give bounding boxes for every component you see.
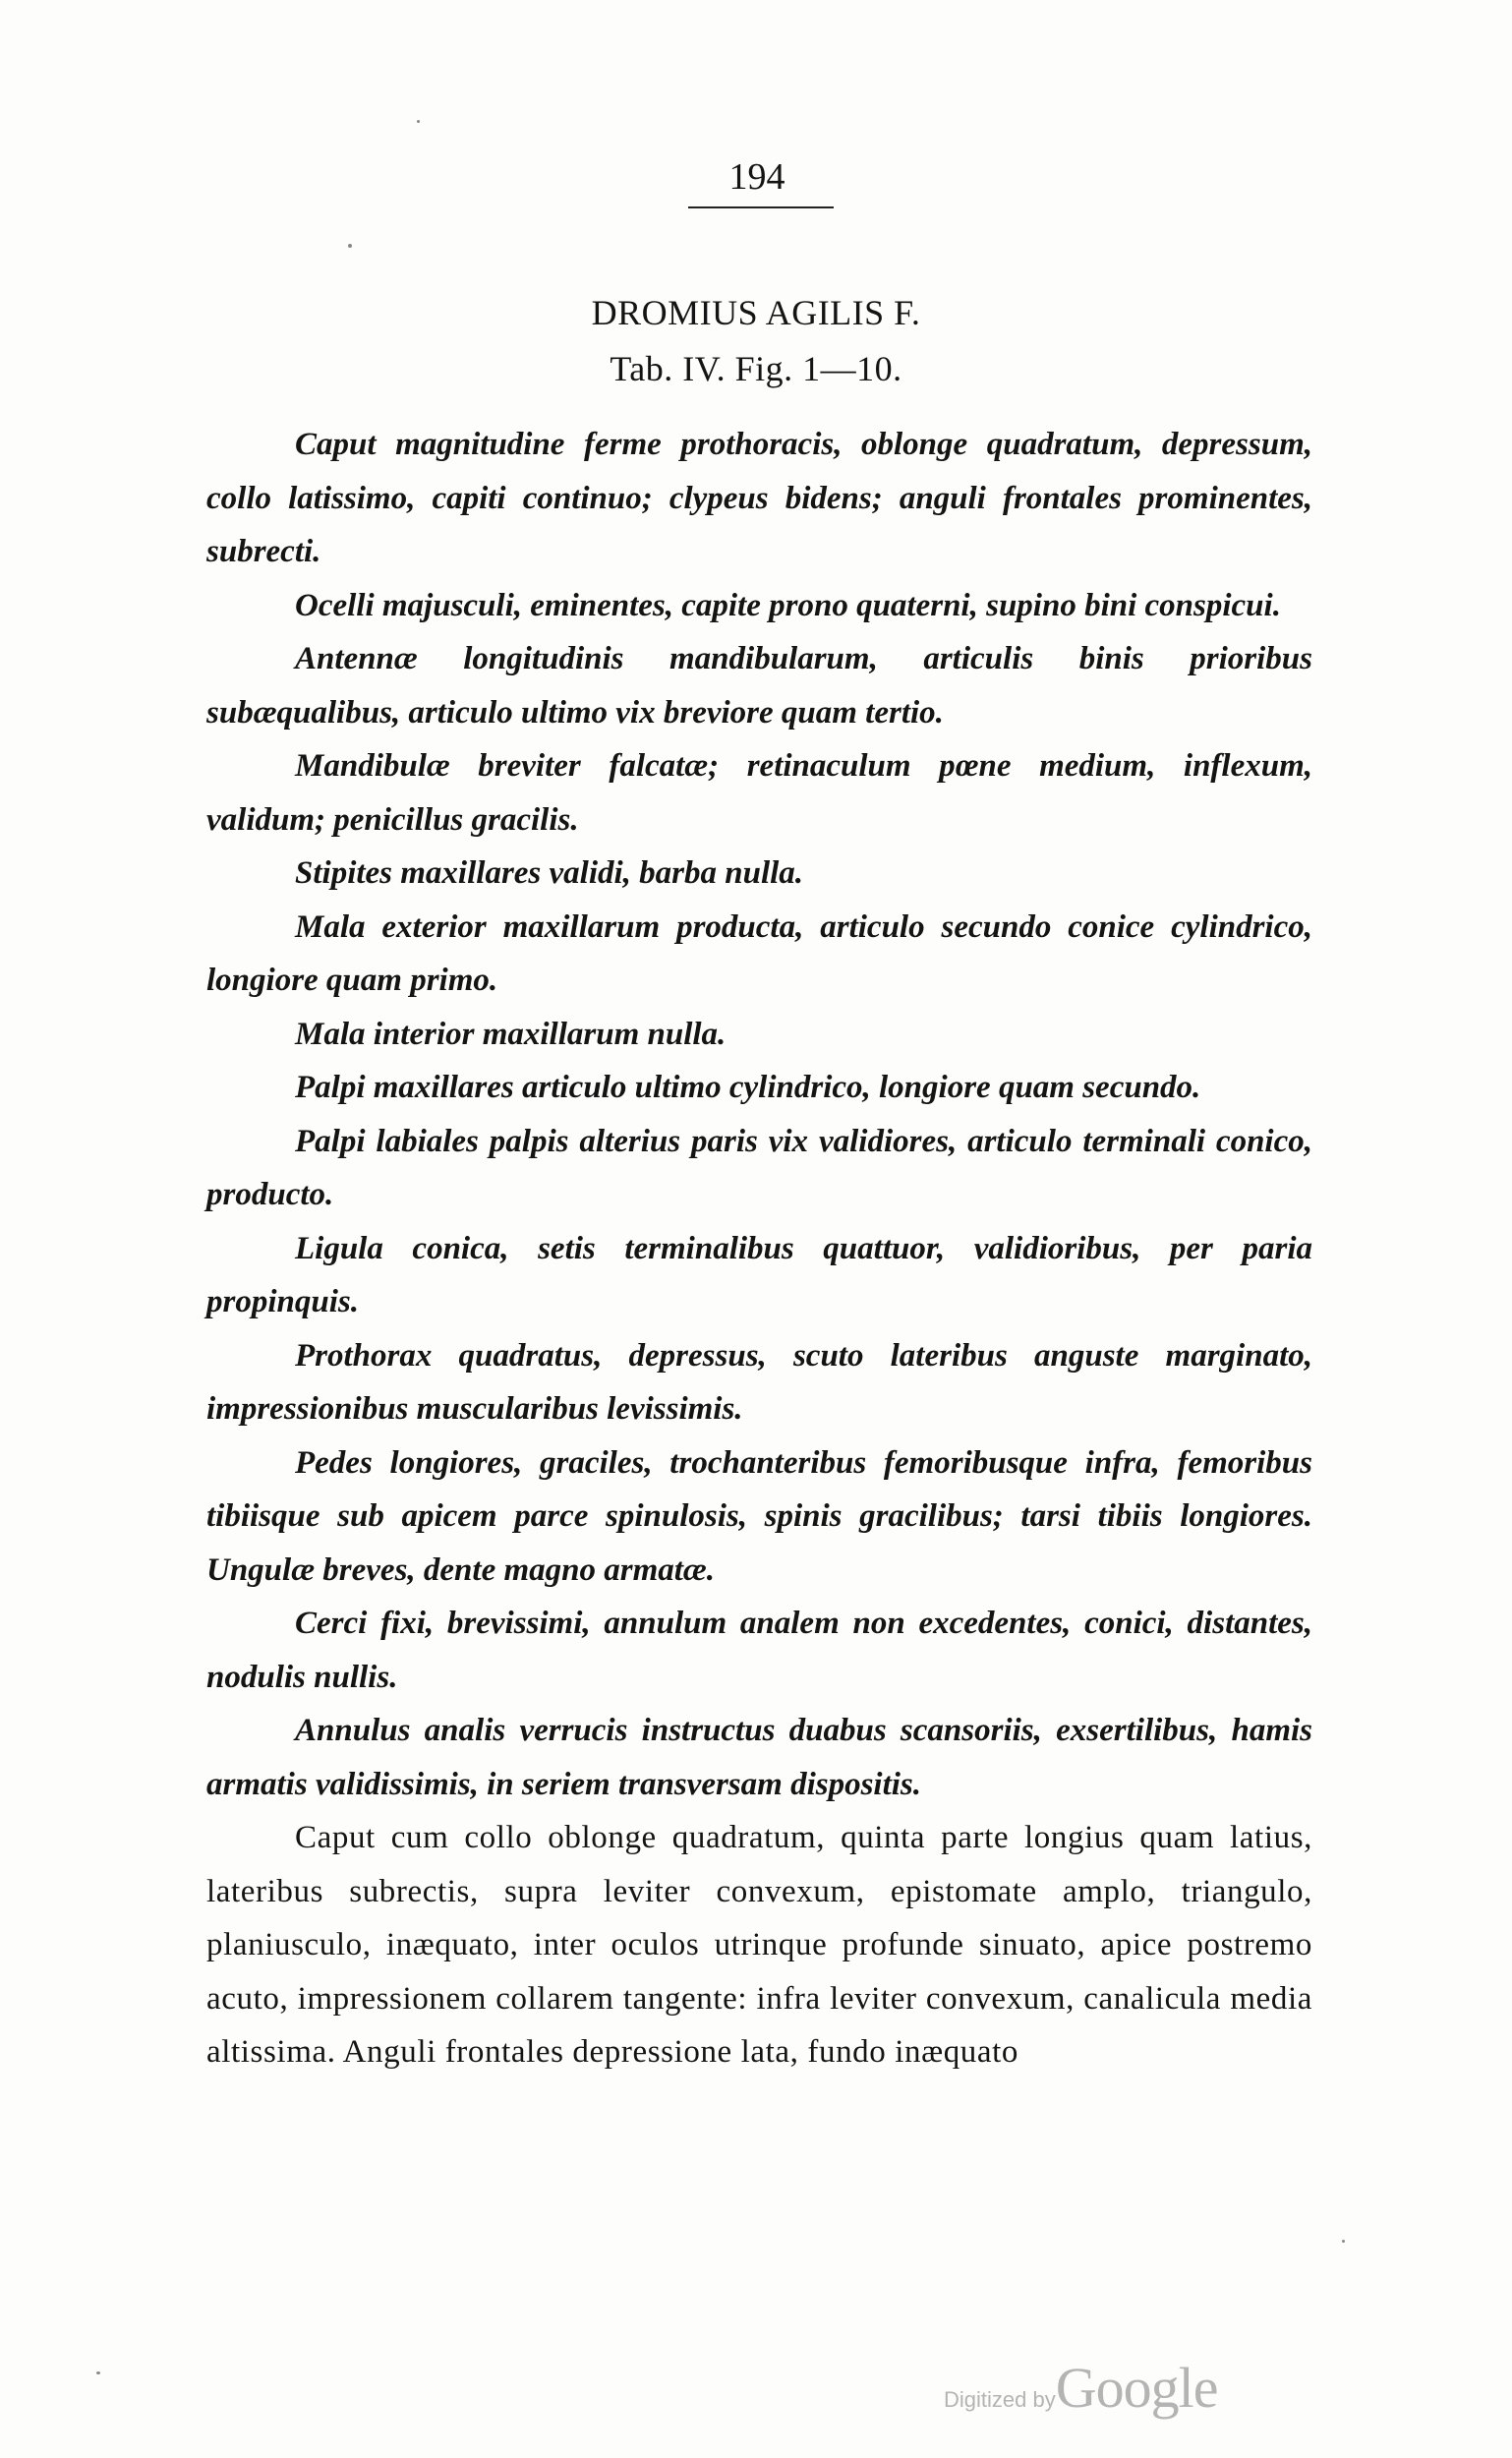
- diagnosis-paragraph: Stipites maxillares validi, barba nulla.: [295, 855, 804, 891]
- digitized-watermark: [944, 2355, 1217, 2421]
- diagnosis-paragraph: Palpi maxillares articulo ultimo cylindrico, longiore quam secundo.: [295, 1070, 1201, 1105]
- body-text: [206, 418, 1312, 2079]
- diagnosis-paragraph: Prothorax quadratus, depressus, scuto lateribus anguste marginato, impressionibus muscularibus levissimis.: [206, 1337, 1312, 1427]
- google-logo: Google: [1055, 2356, 1218, 2420]
- diagnosis-paragraph: Caput magnitudine ferme prothoracis, oblonge quadratum, depressum, collo latissimo, capiti continuo; clypeus bidens; anguli frontales prominentes, subrecti.: [206, 427, 1312, 569]
- diagnosis-paragraph: Ligula conica, setis terminalibus quattuor, validioribus, per paria propinquis.: [206, 1230, 1312, 1319]
- diagnosis-paragraph: Annulus analis verrucis instructus duabus scansoriis, exsertilibus, hamis armatis validissimis, in seriem transversam dispositis.: [206, 1713, 1312, 1802]
- description-paragraph: Caput cum collo oblonge quadratum, quinta parte longius quam latius, lateribus subrectis, supra leviter convexum, epistomate amplo, triangulo, planiusculo, inæquato, inter oculos utrinque profunde sinuato, apice postremo acuto, impressionem collarem tangente: infra leviter convexum, canalicula media altissima. Anguli frontales depressione lata, fundo inæquato: [206, 1820, 1312, 2070]
- watermark-prefix: Digitized by: [944, 2387, 1056, 2412]
- diagnosis-paragraph: Mandibulæ breviter falcatæ; retinaculum pœne medium, inflexum, validum; penicillus gracilis.: [206, 748, 1312, 838]
- diagnosis-paragraph: Cerci fixi, brevissimi, annulum analem non excedentes, conici, distantes, nodulis nullis.: [206, 1606, 1312, 1695]
- scan-speck: [417, 120, 420, 123]
- diagnosis-paragraph: Mala interior maxillarum nulla.: [295, 1016, 727, 1052]
- diagnosis-paragraph: Antennæ longitudinis mandibularum, articulis binis prioribus subæqualibus, articulo ultimo vix breviore quam tertio.: [206, 641, 1312, 731]
- scan-speck: [1342, 2240, 1345, 2243]
- diagnosis-paragraph: Pedes longiores, graciles, trochanteribus femoribusque infra, femoribus tibiisque sub apicem parce spinulosis, spinis gracilibus; tarsi tibiis longiores. Ungulæ breves, dente magno armatæ.: [206, 1444, 1312, 1588]
- diagnosis-paragraph: Palpi labiales palpis alterius paris vix validiores, articulo terminali conico, producto.: [206, 1123, 1312, 1212]
- scan-speck: [96, 2371, 100, 2374]
- diagnosis-paragraph: Mala exterior maxillarum producta, articulo secundo conice cylindrico, longiore quam primo.: [206, 908, 1312, 998]
- species-title: DROMIUS AGILIS F.: [591, 293, 921, 332]
- diagnosis-paragraph: Ocelli majusculi, eminentes, capite prono quaterni, supino bini conspicui.: [295, 587, 1281, 623]
- plate-reference: Tab. IV. Fig. 1—10.: [610, 349, 902, 388]
- page-number: 194: [728, 156, 785, 198]
- scan-speck: [348, 244, 352, 248]
- page-number-rule: [688, 206, 834, 208]
